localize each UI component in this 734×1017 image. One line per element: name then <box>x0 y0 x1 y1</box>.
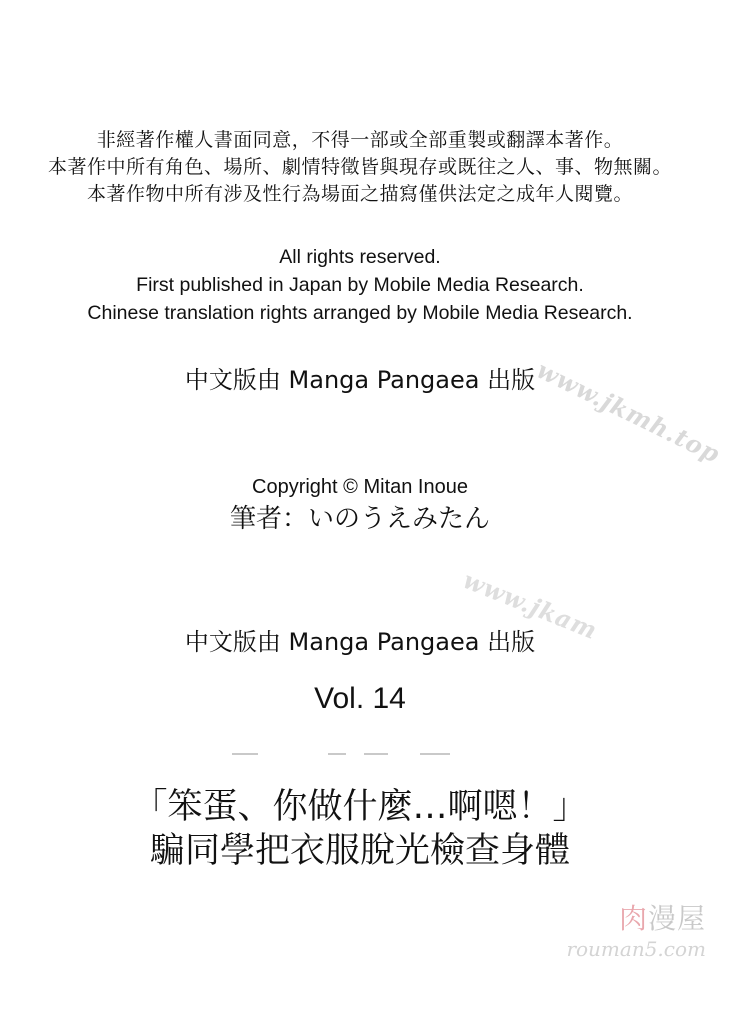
copyright-line: Copyright © Mitan Inoue <box>252 476 468 498</box>
watermark-top: www.jkmh.top <box>532 355 726 469</box>
copyright-notice-chinese <box>0 127 720 208</box>
author-line: 筆者：いのうえみたん <box>229 504 490 534</box>
notice-line-3: 本著作物中所有涉及性行為場面之描寫僅供法定之成年人閱覽。 <box>86 183 633 205</box>
watermark-logo-english: rouman5.com <box>566 937 706 961</box>
watermark-logo-chinese <box>566 903 706 935</box>
volume-number: Vol. 14 <box>314 682 406 715</box>
rights-notice-english <box>0 243 720 327</box>
watermark-logo <box>566 903 706 961</box>
chapter-title-line-2: 騙同學把衣服脫光檢查身體 <box>149 831 570 871</box>
publisher-text-bottom: 中文版由 Manga Pangaea 出版 <box>184 628 536 656</box>
watermark-middle: www.jkam <box>459 565 602 646</box>
chapter-title <box>0 785 720 873</box>
chapter-title-line-1: 「笨蛋、你做什麼…啊嗯！」 <box>132 787 588 827</box>
publisher-line-cropped-bottom <box>0 618 720 656</box>
author-credit <box>0 474 720 536</box>
publisher-text-top: 中文版由 Manga Pangaea 出版 <box>184 366 536 394</box>
notice-line-1: 非經著作權人書面同意，不得一部或全部重製或翻譯本著作。 <box>96 129 624 151</box>
notice-line-2: 本著作中所有角色、場所、劇情特徵皆與現存或既往之人、事、物無關。 <box>47 156 672 178</box>
rights-line-1: All rights reserved. <box>279 246 441 268</box>
rights-line-3: Chinese translation rights arranged by Mobile Media Research. <box>87 302 633 324</box>
rights-line-2: First published in Japan by Mobile Media Research. <box>136 274 584 296</box>
watermark-logo-rest: 漫屋 <box>647 902 706 935</box>
decorative-specks <box>232 752 478 756</box>
watermark-logo-first-char: 肉 <box>618 902 648 935</box>
